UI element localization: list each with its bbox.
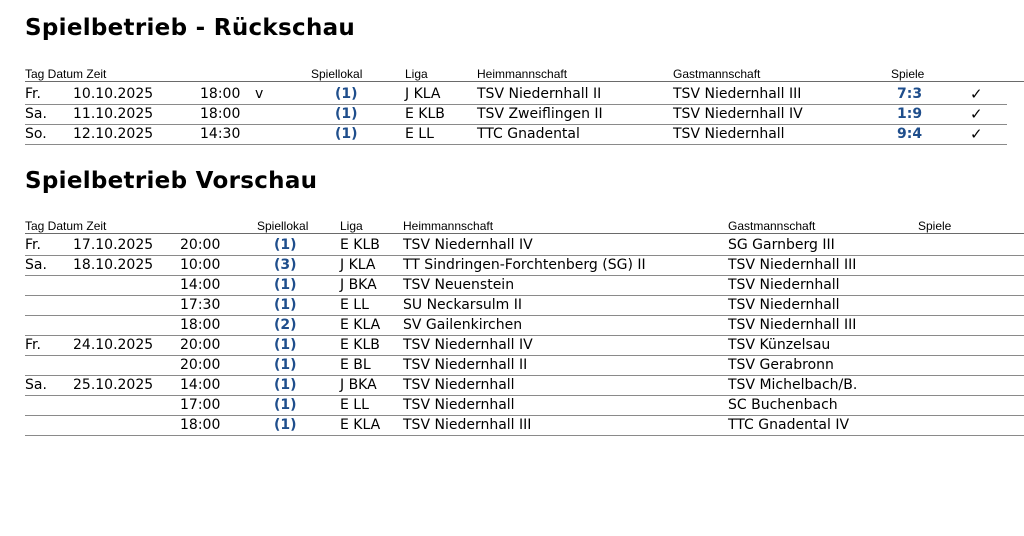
- row-gastmannschaft: TTC Gnadental IV: [728, 417, 850, 433]
- row-time: 14:00: [180, 277, 221, 293]
- review-title: Spielbetrieb - Rückschau: [25, 15, 356, 41]
- row-liga: J BKA: [340, 377, 377, 393]
- row-time: 18:00: [180, 317, 221, 333]
- row-spiellokal: (1): [274, 377, 297, 393]
- row-spiellokal: (3): [274, 257, 297, 273]
- row-liga: E KLB: [340, 237, 380, 253]
- row-time: 18:00: [200, 86, 241, 102]
- row-liga: E LL: [340, 397, 369, 413]
- row-spiellokal: (1): [274, 297, 297, 313]
- row-spiellokal: (1): [274, 357, 297, 373]
- row-liga: E KLA: [340, 417, 381, 433]
- row-date: 24.10.2025: [73, 337, 154, 353]
- row-spiellokal: (1): [335, 86, 358, 102]
- row-liga: J BKA: [340, 277, 377, 293]
- row-day: Sa.: [25, 377, 47, 393]
- row-time: 18:00: [200, 106, 241, 122]
- row-date: 12.10.2025: [73, 126, 154, 142]
- row-date: 25.10.2025: [73, 377, 154, 393]
- table-row: [25, 336, 1024, 356]
- row-heimmannschaft: TSV Niedernhall II: [477, 86, 602, 102]
- header-spiellokal: Spiellokal: [257, 219, 309, 233]
- row-spiellokal: (2): [274, 317, 297, 333]
- table-row: [25, 396, 1024, 416]
- row-day: So.: [25, 126, 47, 142]
- row-gastmannschaft: SC Buchenbach: [728, 397, 838, 413]
- row-heimmannschaft: TSV Niedernhall IV: [403, 337, 533, 353]
- row-spiellokal: (1): [274, 277, 297, 293]
- row-gastmannschaft: TSV Niedernhall: [673, 126, 785, 142]
- row-time: 14:30: [200, 126, 241, 142]
- row-date: 17.10.2025: [73, 237, 154, 253]
- row-score: 1:9: [897, 106, 923, 122]
- row-gastmannschaft: TSV Künzelsau: [728, 337, 831, 353]
- row-spiellokal: (1): [274, 397, 297, 413]
- check-icon: ✓: [970, 105, 983, 123]
- row-day: Fr.: [25, 337, 41, 353]
- row-date: 10.10.2025: [73, 86, 154, 102]
- row-liga: E KLB: [340, 337, 380, 353]
- header-gastmannschaft: Gastmannschaft: [728, 219, 816, 233]
- row-gastmannschaft: SG Garnberg III: [728, 237, 835, 253]
- row-time: 10:00: [180, 257, 221, 273]
- row-liga: E LL: [405, 126, 434, 142]
- row-gastmannschaft: TSV Michelbach/B.: [728, 377, 858, 393]
- row-time: 18:00: [180, 417, 221, 433]
- row-liga: E LL: [340, 297, 369, 313]
- table-row: [25, 276, 1024, 296]
- row-date: 18.10.2025: [73, 257, 154, 273]
- row-heimmannschaft: SV Gailenkirchen: [403, 317, 523, 333]
- row-time: 20:00: [180, 357, 221, 373]
- table-row: [25, 105, 1007, 125]
- row-day: Fr.: [25, 86, 41, 102]
- row-heimmannschaft: TSV Niedernhall III: [403, 417, 532, 433]
- row-day: Sa.: [25, 257, 47, 273]
- row-spiellokal: (1): [274, 237, 297, 253]
- row-gastmannschaft: TSV Niedernhall: [728, 277, 840, 293]
- row-spiellokal: (1): [274, 417, 297, 433]
- header-gastmannschaft: Gastmannschaft: [673, 67, 761, 81]
- row-heimmannschaft: TT Sindringen-Forchtenberg (SG) II: [403, 257, 646, 273]
- row-day: Sa.: [25, 106, 47, 122]
- row-time: 17:00: [180, 397, 221, 413]
- table-row: [25, 316, 1024, 336]
- row-heimmannschaft: TSV Niedernhall II: [403, 357, 528, 373]
- header-spiele: Spiele: [918, 219, 952, 233]
- check-icon: ✓: [970, 125, 983, 143]
- row-liga: J KLA: [405, 86, 441, 102]
- row-time: 20:00: [180, 337, 221, 353]
- table-row: [25, 296, 1024, 316]
- table-row: [25, 416, 1024, 436]
- row-day: Fr.: [25, 237, 41, 253]
- row-gastmannschaft: TSV Niedernhall III: [673, 86, 802, 102]
- row-gastmannschaft: TSV Niedernhall III: [728, 317, 857, 333]
- row-spiellokal: (1): [274, 337, 297, 353]
- header-heimmannschaft: Heimmannschaft: [477, 67, 568, 81]
- table-row: [25, 256, 1024, 276]
- table-row: [25, 236, 1024, 256]
- row-time: 17:30: [180, 297, 221, 313]
- header-tag-datum-zeit: Tag Datum Zeit: [25, 67, 107, 81]
- check-icon: ✓: [970, 85, 983, 103]
- table-row: [25, 125, 1007, 145]
- row-gastmannschaft: TSV Niedernhall III: [728, 257, 857, 273]
- preview-title: Spielbetrieb Vorschau: [25, 168, 318, 194]
- table-row: [25, 356, 1024, 376]
- row-liga: J KLA: [340, 257, 376, 273]
- review-header-row: [25, 67, 1024, 82]
- row-heimmannschaft: TSV Neuenstein: [403, 277, 515, 293]
- header-spiele: Spiele: [891, 67, 925, 81]
- header-spiellokal: Spiellokal: [311, 67, 363, 81]
- row-time: 20:00: [180, 237, 221, 253]
- row-heimmannschaft: SU Neckarsulm II: [403, 297, 522, 313]
- header-heimmannschaft: Heimmannschaft: [403, 219, 494, 233]
- row-heimmannschaft: TTC Gnadental: [477, 126, 580, 142]
- row-time: 14:00: [180, 377, 221, 393]
- row-heimmannschaft: TSV Niedernhall: [403, 377, 515, 393]
- row-score: 9:4: [897, 126, 923, 142]
- row-liga: E KLB: [405, 106, 445, 122]
- row-spiellokal: (1): [335, 126, 358, 142]
- header-liga: Liga: [405, 67, 428, 81]
- row-gastmannschaft: TSV Niedernhall IV: [673, 106, 803, 122]
- row-date: 11.10.2025: [73, 106, 154, 122]
- row-gastmannschaft: TSV Gerabronn: [728, 357, 834, 373]
- row-flag: v: [255, 86, 264, 102]
- row-heimmannschaft: TSV Niedernhall IV: [403, 237, 533, 253]
- row-liga: E KLA: [340, 317, 381, 333]
- header-tag-datum-zeit: Tag Datum Zeit: [25, 219, 107, 233]
- row-heimmannschaft: TSV Zweiflingen II: [477, 106, 603, 122]
- row-heimmannschaft: TSV Niedernhall: [403, 397, 515, 413]
- table-row: [25, 85, 1007, 105]
- row-score: 7:3: [897, 86, 923, 102]
- row-spiellokal: (1): [335, 106, 358, 122]
- header-liga: Liga: [340, 219, 363, 233]
- row-gastmannschaft: TSV Niedernhall: [728, 297, 840, 313]
- table-row: [25, 376, 1024, 396]
- row-liga: E BL: [340, 357, 371, 373]
- preview-header-row: [25, 219, 1024, 234]
